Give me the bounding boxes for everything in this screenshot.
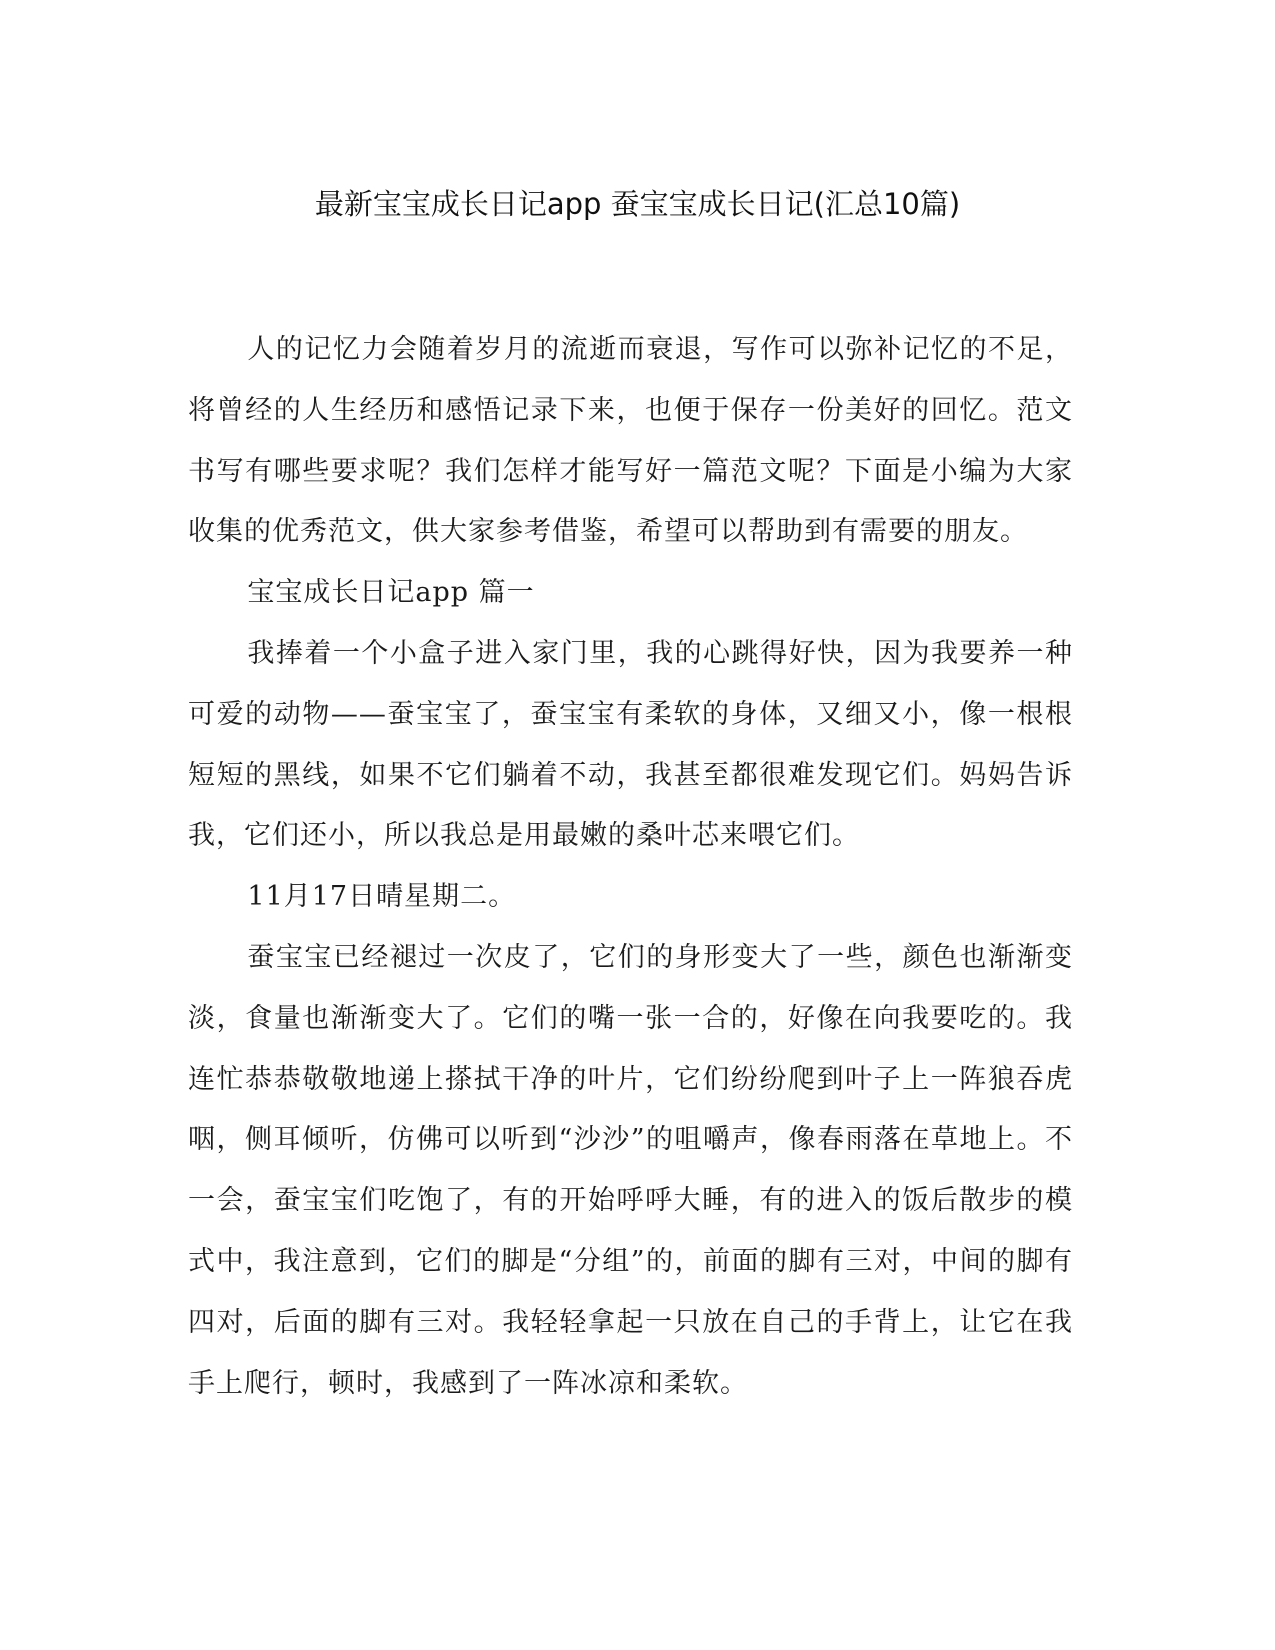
document-title: 最新宝宝成长日记app 蚕宝宝成长日记(汇总10篇) xyxy=(314,187,961,221)
intro-paragraph: 人的记忆力会随着岁月的流逝而衰退，写作可以弥补记忆的不足，将曾经的人生经历和感悟记录下来，也便于保存一份美好的回忆。范文书写有哪些要求呢？我们怎样才能写好一篇范文呢？下面是小编为大家收集的优秀范文，供大家参考借鉴，希望可以帮助到有需要的朋友。 xyxy=(188,334,1073,548)
body-paragraph: 蚕宝宝已经褪过一次皮了，它们的身形变大了一些，颜色也渐渐变淡，食量也渐渐变大了。它们的嘴一张一合的，好像在向我要吃的。我连忙恭恭敬敬地递上搽拭干净的叶片，它们纷纷爬到叶子上一阵狼吞虎咽，侧耳倾听，仿佛可以听到“沙沙”的咀嚼声，像春雨落在草地上。不一会，蚕宝宝们吃饱了，有的开始呼呼大睡，有的进入的饭后散步的模式中，我注意到，它们的脚是“分组”的，前面的脚有三对，中间的脚有四对，后面的脚有三对。我轻轻拿起一只放在自己的手背上，让它在我手上爬行，顿时，我感到了一阵冰凉和柔软。 xyxy=(188,941,1073,1399)
section-heading: 宝宝成长日记app 篇一 xyxy=(247,577,535,609)
body-paragraph: 我捧着一个小盒子进入家门里，我的心跳得好快，因为我要养一种可爱的动物——蚕宝宝了，蚕宝宝有柔软的身体，又细又小，像一根根短短的黑线，如果不它们躺着不动，我甚至都很难发现它们。妈妈告诉我，它们还小，所以我总是用最嫩的桑叶芯来喂它们。 xyxy=(188,637,1073,852)
document-body xyxy=(188,320,1073,1414)
diary-date-line: 11月17日晴星期二。 xyxy=(247,881,517,913)
